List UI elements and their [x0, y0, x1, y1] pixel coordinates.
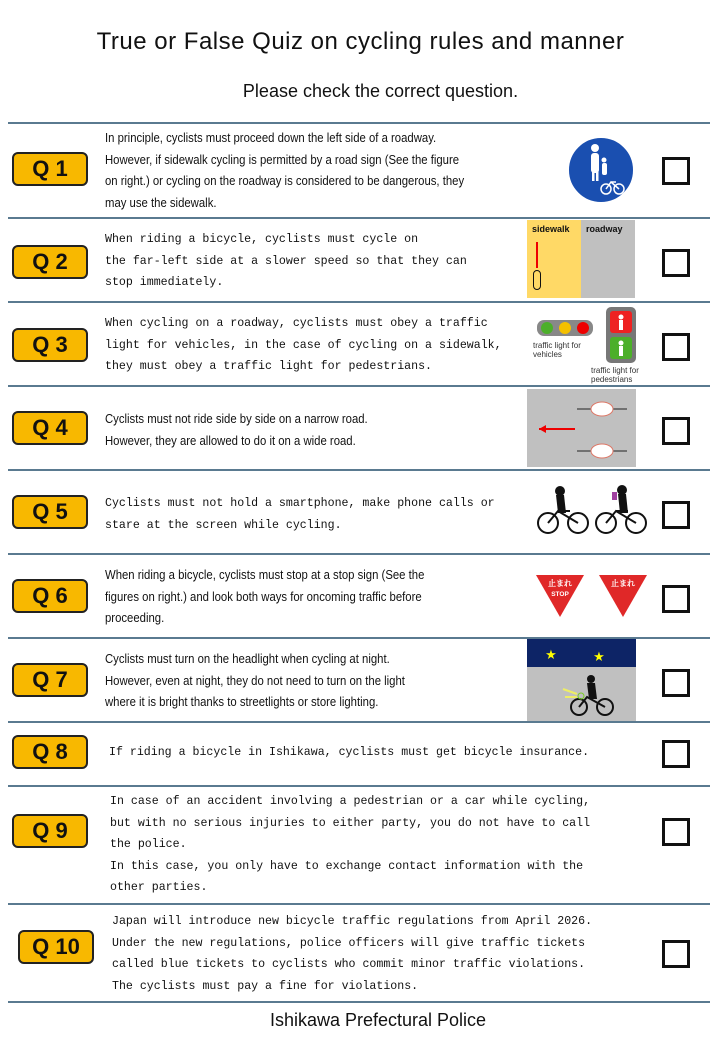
text-line: light for vehicles, in the case of cycling on a sidewalk, — [105, 338, 502, 352]
answer-checkbox[interactable] — [662, 818, 690, 846]
answer-checkbox[interactable] — [662, 740, 690, 768]
sidewalk-roadway-figure — [527, 220, 635, 298]
stop-sign-jp-text: 止まれ — [548, 579, 572, 588]
text-line: proceeding. — [105, 611, 165, 625]
stop-sign-icon — [598, 574, 648, 618]
cyclist-with-smartphone-icon — [536, 483, 648, 537]
text-line: Japan will introduce new bicycle traffic regulations from April 2026. — [112, 915, 593, 928]
pedestrian-bicycle-sign-icon — [566, 135, 636, 205]
answer-checkbox[interactable] — [662, 249, 690, 277]
text-line: but with no serious injuries to either party, you do not have to call — [110, 816, 591, 830]
text-line: the far-left side at a slower speed so that they can — [105, 254, 467, 268]
question-label: Q 3 — [12, 328, 88, 362]
question-text — [105, 313, 502, 378]
divider — [8, 1001, 710, 1003]
question-label: Q 10 — [18, 930, 94, 964]
answer-checkbox[interactable] — [662, 940, 690, 968]
question-row-7 — [8, 639, 710, 721]
text-line: In this case, you only have to exchange contact information with the — [110, 859, 584, 873]
stop-sign-jp-text: 止まれ — [611, 579, 635, 588]
bicycle-icon — [533, 270, 541, 290]
text-line: they must obey a traffic light for pedestrians. — [105, 360, 432, 373]
question-label: Q 8 — [12, 735, 88, 769]
question-text — [105, 128, 464, 214]
question-text — [105, 409, 368, 452]
question-row-10 — [8, 905, 710, 1001]
question-row-4 — [8, 387, 710, 469]
text-line: However, if sidewalk cycling is permitted by a road sign (See the figure — [105, 152, 460, 167]
text-line: Cyclists must not ride side by side on a narrow road. — [105, 412, 368, 426]
text-line: However, even at night, they do not need to turn on the light — [105, 673, 405, 688]
question-row-3 — [8, 303, 710, 385]
question-row-9 — [8, 787, 710, 903]
text-line: Cyclists must not hold a smartphone, make phone calls or — [105, 497, 495, 510]
text-line: The cyclists must pay a fine for violations. — [112, 979, 419, 993]
page-title: True or False Quiz on cycling rules and manner — [96, 28, 625, 55]
text-line: Under the new regulations, police officers will give traffic tickets — [112, 936, 586, 950]
text-line: When riding a bicycle, cyclists must cycle on — [105, 233, 419, 246]
text-line: may use the sidewalk. — [105, 195, 217, 210]
question-label: Q 9 — [12, 814, 88, 848]
question-row-2 — [8, 219, 710, 301]
svg-text:★: ★ — [545, 647, 557, 662]
question-text — [110, 791, 590, 899]
vehicle-traffic-light-icon — [537, 320, 593, 336]
answer-checkbox[interactable] — [662, 501, 690, 529]
text-line: When cycling on a roadway, cyclists must obey a traffic — [105, 317, 488, 330]
stop-sign-with-english-icon — [535, 574, 585, 618]
text-line: However, they are allowed to do it on a wide road. — [105, 433, 356, 448]
question-label: Q 6 — [12, 579, 88, 613]
question-text — [109, 742, 589, 764]
text-line: In principle, cyclists must proceed down the left side of a roadway. — [105, 131, 437, 145]
question-label: Q 2 — [12, 245, 88, 279]
page-subtitle: Please check the correct question. — [242, 81, 519, 101]
footer-credit: Ishikawa Prefectural Police — [269, 1010, 487, 1030]
text-line: stop immediately. — [105, 276, 224, 289]
question-row-1 — [8, 124, 710, 217]
question-label: Q 4 — [12, 411, 88, 445]
text-line: In case of an accident involving a pedestrian or a car while cycling, — [110, 795, 591, 808]
night-cyclist-headlight-figure — [527, 639, 636, 721]
question-row-6 — [8, 555, 710, 637]
text-line: called blue tickets to cyclists who commit minor traffic violations. — [112, 958, 586, 971]
text-line: the police. — [110, 838, 187, 851]
text-line: other parties. — [110, 881, 208, 894]
answer-checkbox[interactable] — [662, 585, 690, 613]
svg-text:★: ★ — [593, 649, 605, 664]
question-text — [105, 493, 495, 536]
pedestrian-light-label: traffic light for pedestrians — [591, 366, 639, 384]
side-by-side-cyclists-figure — [527, 389, 636, 467]
answer-checkbox[interactable] — [662, 157, 690, 185]
answer-checkbox[interactable] — [662, 333, 690, 361]
question-text — [105, 649, 405, 714]
text-line: When riding a bicycle, cyclists must stop at a stop sign (See the — [105, 568, 425, 582]
roadway-label: roadway — [586, 224, 623, 234]
vehicle-light-label: traffic light for vehicles — [533, 341, 581, 359]
text-line: figures on right.) and look both ways for oncoming traffic before — [105, 589, 422, 604]
question-row-8 — [8, 723, 710, 785]
question-label: Q 1 — [12, 152, 88, 186]
question-text — [105, 229, 467, 294]
question-text — [112, 911, 592, 997]
pedestrian-traffic-light-icon — [606, 307, 636, 363]
question-label: Q 7 — [12, 663, 88, 697]
answer-checkbox[interactable] — [662, 417, 690, 445]
stop-sign-en-text: STOP — [551, 591, 569, 598]
arrow-up-icon — [536, 242, 538, 268]
text-line: If riding a bicycle in Ishikawa, cyclists must get bicycle insurance. — [109, 746, 590, 759]
text-line: Cyclists must turn on the headlight when cycling at night. — [105, 652, 390, 666]
answer-checkbox[interactable] — [662, 669, 690, 697]
text-line: on right.) or cycling on the roadway is considered to be dangerous, they — [105, 174, 465, 188]
question-text — [105, 565, 424, 630]
text-line: where it is bright thanks to streetlights or store lighting. — [105, 695, 379, 709]
question-label: Q 5 — [12, 495, 88, 529]
question-row-5 — [8, 471, 710, 553]
sidewalk-label: sidewalk — [532, 224, 570, 234]
text-line: stare at the screen while cycling. — [105, 518, 342, 532]
